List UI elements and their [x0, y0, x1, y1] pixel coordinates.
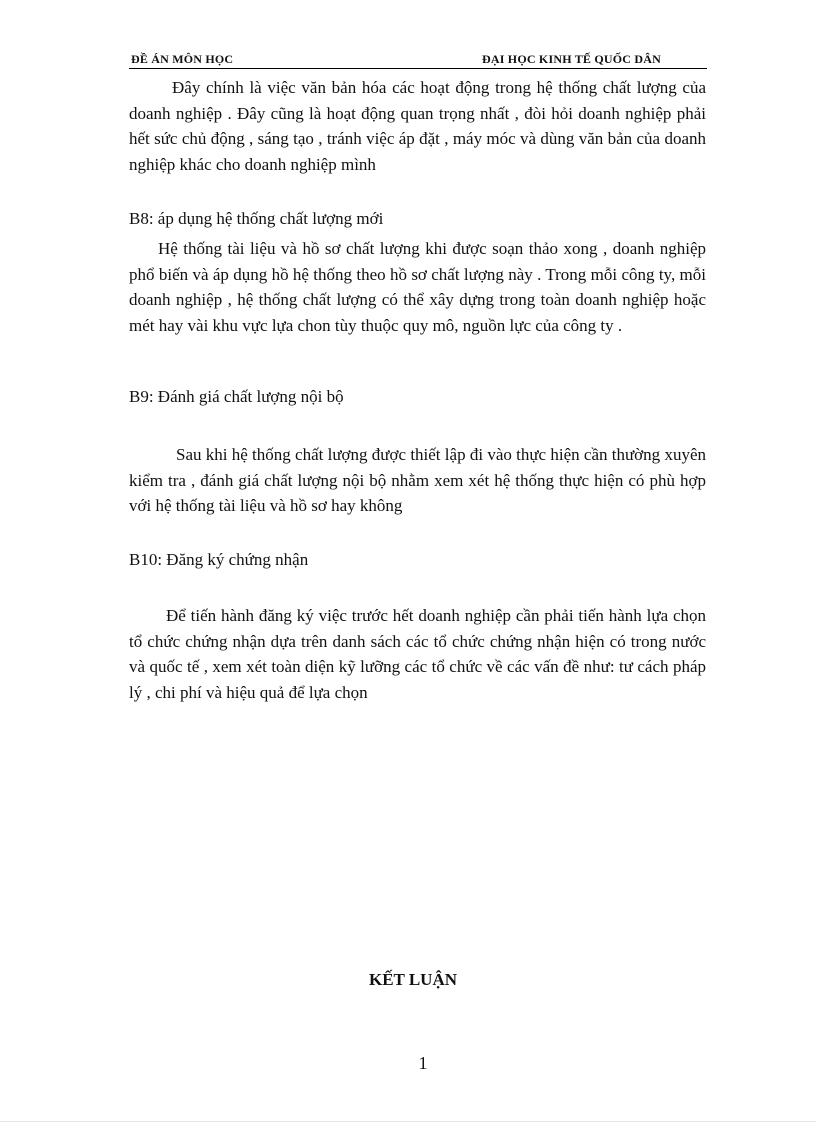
paragraph-b8: Hệ thống tài liệu và hồ sơ chất lượng khi được soạn thảo xong , doanh nghiệp phổ biến và áp dụng hồ hệ thống theo hồ sơ chất lượng này . Trong mỗi công ty, mỗi doanh nghiệp , hệ thống chất lượng có thể xây dựng trong toàn doanh nghiệp hoặc mét hay vài khu vực lựa chon tùy thuộc quy mô, nguồn lực của công ty .	[129, 239, 706, 335]
conclusion-title: KẾT LUẬN	[368, 970, 457, 989]
header-left: ĐỀ ÁN MÔN HỌC	[131, 52, 234, 66]
page-number: 1	[418, 1053, 428, 1073]
heading-b10: B10: Đăng ký chứng nhận	[129, 550, 309, 569]
header-divider	[129, 68, 707, 69]
header-right: ĐẠI HỌC KINH TẾ QUỐC DÂN	[482, 52, 661, 66]
page-bottom-edge	[0, 1121, 816, 1122]
heading-b8: B8: áp dụng hệ thống chất lượng mới	[129, 209, 384, 228]
heading-b9: B9: Đánh giá chất lượng nội bộ	[129, 387, 344, 406]
paragraph-b9: Sau khi hệ thống chất lượng được thiết lập đi vào thực hiện cần thường xuyên kiểm tra , đánh giá chất lượng nội bộ nhằm xem xét hệ thống thực hiện có phù hợp với hệ thống tài liệu và hồ sơ hay không	[129, 445, 706, 516]
paragraph-b10: Để tiến hành đăng ký việc trước hết doanh nghiệp cần phải tiến hành lựa chọn tổ chức chứng nhận dựa trên danh sách các tổ chức chứng nhận hiện có trong nước và quốc tế , xem xét toàn diện kỹ lưỡng các tổ chức về các vấn đề như: tư cách pháp lý , chi phí và hiệu quả để lựa chọn	[129, 606, 706, 702]
paragraph-intro: Đây chính là việc văn bản hóa các hoạt động trong hệ thống chất lượng của doanh nghiệp . Đây cũng là hoạt động quan trọng nhất , đòi hỏi doanh nghiệp phải hết sức chủ động , sáng tạo , tránh việc áp đặt , máy móc và dùng văn bản của doanh nghiệp khác cho doanh nghiệp mình	[129, 78, 706, 174]
